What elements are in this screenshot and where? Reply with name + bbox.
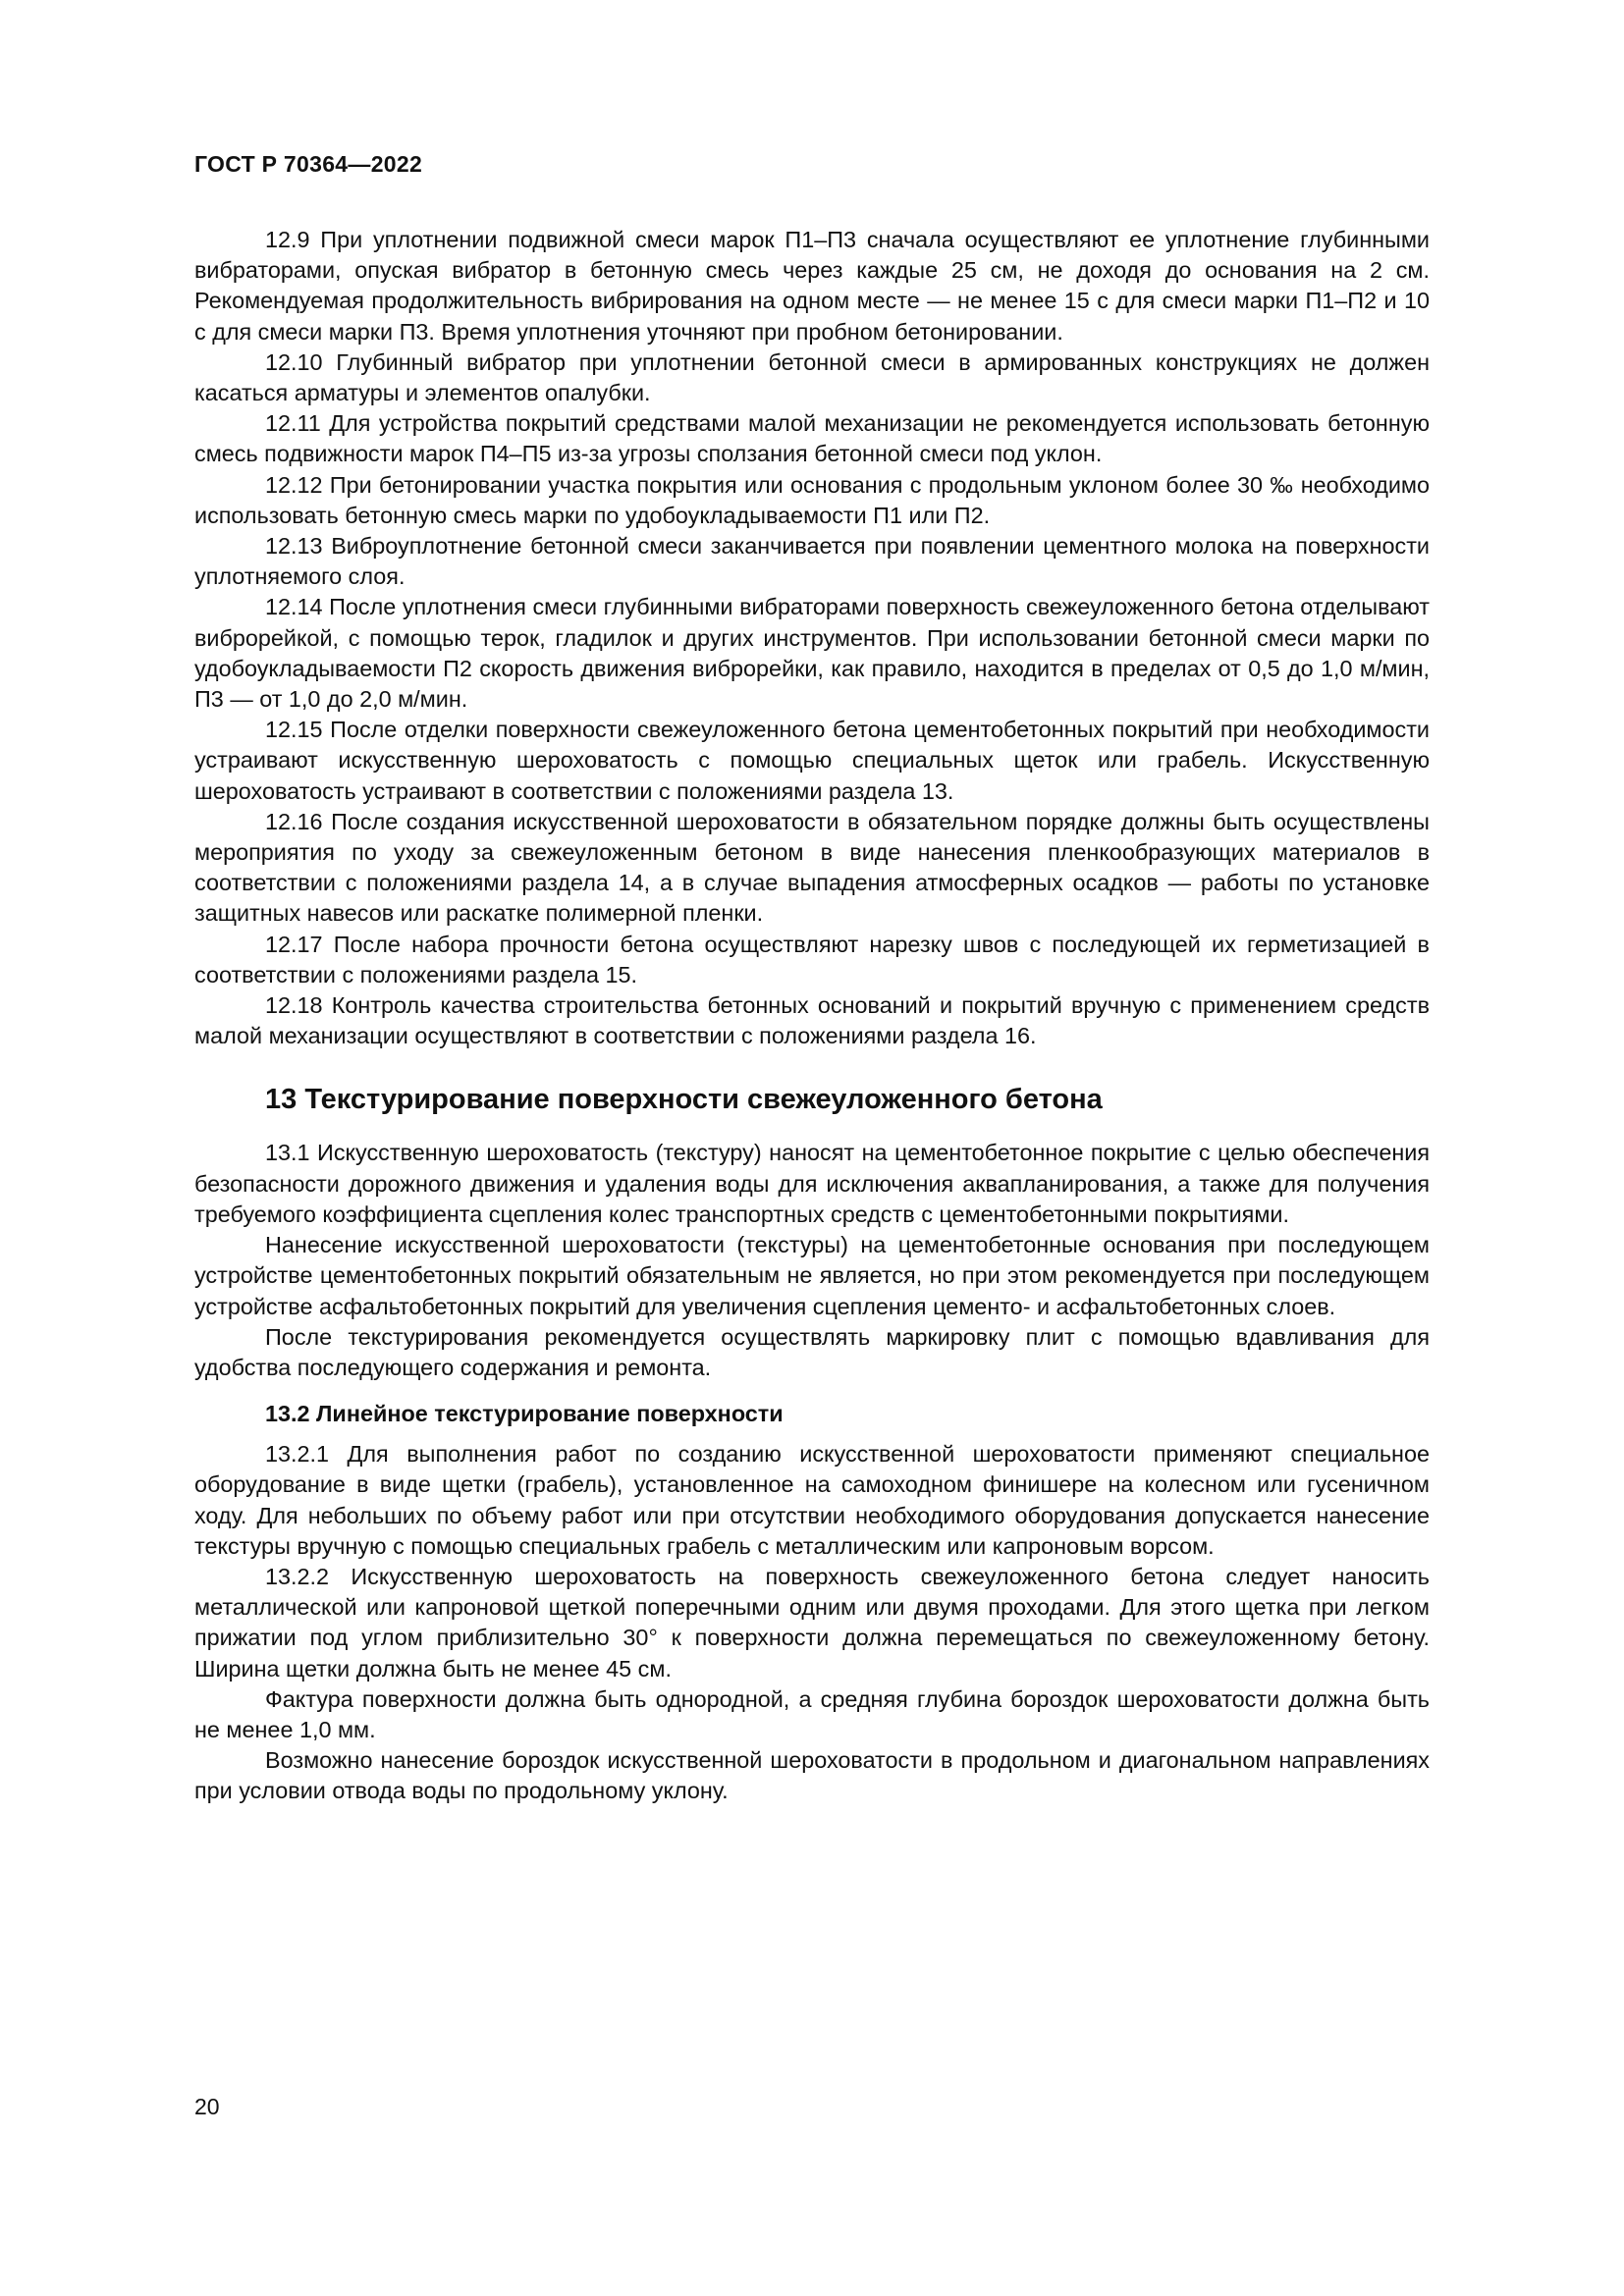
paragraph-12-11: 12.11 Для устройства покрытий средствами малой механизации не рекомендуется использовать бетонную смесь подвижности марок П4–П5 из-за угрозы сползания бетонной смеси под уклон. [194,410,1430,467]
paragraph-13-2-2-cont-1: Фактура поверхности должна быть однородной, а средняя глубина бороздок шероховатости должна быть не менее 1,0 мм. [194,1685,1430,1742]
paragraph-13-1-cont-2: После текстурирования рекомендуется осуществлять маркировку плит с помощью вдавливания для удобства последующего содержания и ремонта. [194,1323,1430,1380]
paragraph-12-16: 12.16 После создания искусственной шероховатости в обязательном порядке должны быть осуществлены мероприятия по уходу за свежеуложенным бетоном в виде нанесения пленкообразующих материалов в соответствии с положениями раздела 14, а в случае выпадения атмосферных осадков — работы по установке защитных навесов или раскатке полимерной пленки. [194,808,1430,927]
paragraph-13-2-2-cont-2: Возможно нанесение бороздок искусственной шероховатости в продольном и диагональном направлениях при условии отвода воды по продольному уклону. [194,1747,1430,1804]
document-code-header: ГОСТ Р 70364—2022 [194,151,423,177]
subsection-13-2-title: 13.2 Линейное текстурирование поверхности [265,1401,784,1427]
paragraph-12-14: 12.14 После уплотнения смеси глубинными вибраторами поверхность свежеуложенного бетона отделывают виброрейкой, с помощью терок, гладилок и других инструментов. При использовании бетонной смеси марки по удобоукладываемости П2 скорость движения виброрейки, как правило, находится в пределах от 0,5 до 1,0 м/мин, П3 — от 1,0 до 2,0 м/мин. [194,594,1430,713]
paragraph-12-9: 12.9 При уплотнении подвижной смеси марок П1–П3 сначала осуществляют ее уплотнение глубинными вибраторами, опуская вибратор в бетонную смесь через каждые 25 см, не доходя до основания на 2 см. Рекомендуемая продолжительность вибрирования на одном месте — не менее 15 с для смеси марки П1–П2 и 10 с для смеси марки П3. Время уплотнения уточняют при пробном бетонировании. [194,227,1430,345]
paragraph-13-2-2: 13.2.2 Искусственную шероховатость на поверхность свежеуложенного бетона следует наносить металлической или капроновой щеткой поперечными одним или двумя проходами. Для этого щетка при легком прижатии под углом приблизительно 30° к поверхности должна перемещаться по свежеуложенному бетону. Ширина щетки должна быть не менее 45 см. [194,1563,1430,1682]
page-content [194,225,1430,1807]
paragraph-12-18: 12.18 Контроль качества строительства бетонных оснований и покрытий вручную с применением средств малой механизации осуществляют в соответствии с положениями раздела 16. [194,992,1430,1049]
paragraph-13-2-1: 13.2.1 Для выполнения работ по созданию искусственной шероховатости применяют специальное оборудование в виде щетки (грабель), установленное на самоходном финишере на колесном или гусеничном ходу. Для небольших по объему работ или при отсутствии необходимого оборудования допускается нанесение текстуры вручную с помощью специальных грабель с металлическим или капроновым ворсом. [194,1441,1430,1559]
section-13-title: 13 Текстурирование поверхности свежеуложенного бетона [265,1084,1103,1116]
paragraph-13-1-cont-1: Нанесение искусственной шероховатости (текстуры) на цементобетонные основания при последующем устройстве цементобетонных покрытий обязательным не является, но при этом рекомендуется при последующем устройстве асфальтобетонных покрытий для увеличения сцепления цементо- и асфальтобетонных слоев. [194,1232,1430,1319]
paragraph-12-10: 12.10 Глубинный вибратор при уплотнении бетонной смеси в армированных конструкциях не должен касаться арматуры и элементов опалубки. [194,348,1430,406]
paragraph-12-17: 12.17 После набора прочности бетона осуществляют нарезку швов с последующей их герметизацией в соответствии с положениями раздела 15. [194,931,1430,988]
page-number: 20 [194,2094,220,2119]
paragraph-12-15: 12.15 После отделки поверхности свежеуложенного бетона цементобетонных покрытий при необходимости устраивают искусственную шероховатость с помощью специальных щеток или грабель. Искусственную шероховатость устраивают в соответствии с положениями раздела 13. [194,717,1430,804]
paragraph-13-1: 13.1 Искусственную шероховатость (текстуру) наносят на цементобетонное покрытие с целью обеспечения безопасности дорожного движения и удаления воды для исключения аквапланирования, а также для получения требуемого коэффициента сцепления колес транспортных средств с цементобетонными покрытиями. [194,1140,1430,1227]
paragraph-12-13: 12.13 Виброуплотнение бетонной смеси заканчивается при появлении цементного молока на поверхности уплотняемого слоя. [194,533,1430,590]
paragraph-12-12: 12.12 При бетонировании участка покрытия или основания с продольным уклоном более 30 ‰ необходимо использовать бетонную смесь марки по удобоукладываемости П1 или П2. [194,471,1430,528]
